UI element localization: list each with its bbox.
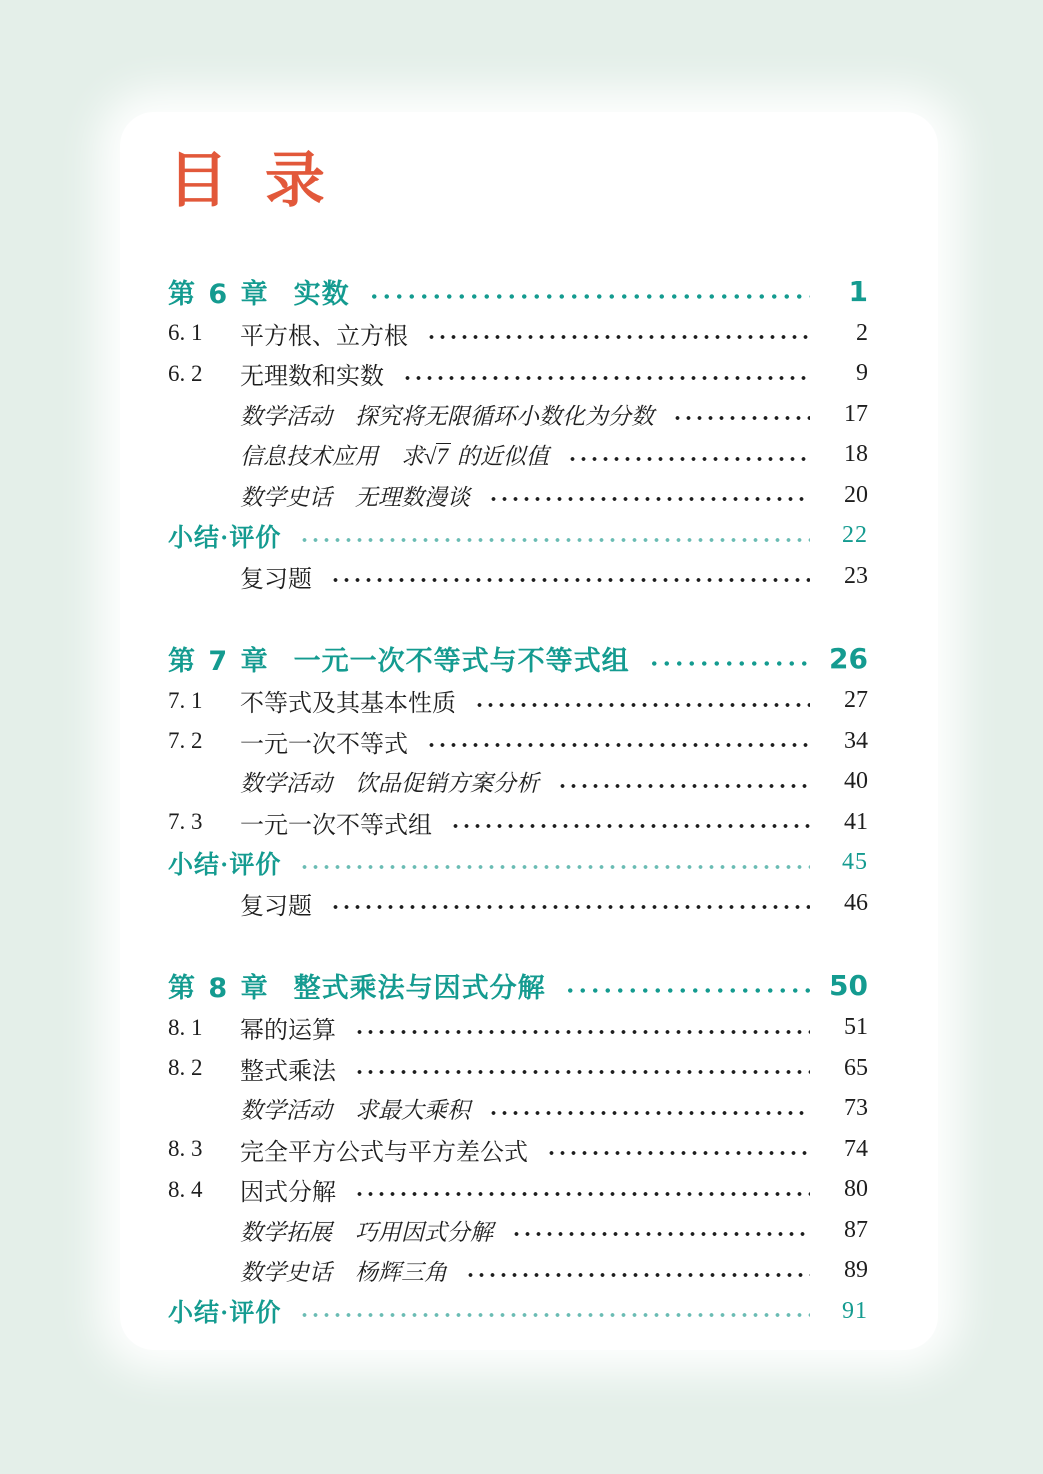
chapter-heading (168, 269, 868, 313)
section-number: 8. 1 (168, 1014, 203, 1040)
page-number: 23 (844, 562, 868, 589)
page-number: 9 (856, 360, 868, 387)
row-label: 复习题 (240, 566, 312, 593)
chapter-title: 一元一次不等式与不等式组 (293, 646, 630, 677)
toc-row (168, 435, 868, 476)
dot-leader (299, 1308, 810, 1322)
page-number: 89 (844, 1257, 868, 1284)
row-label: 平方根、立方根 (240, 323, 408, 350)
page-number: 18 (844, 441, 868, 468)
row-label: 数学活动 求最大乘积 (240, 1098, 470, 1124)
section-number: 6. 2 (168, 360, 203, 386)
section-number: 8. 3 (168, 1136, 203, 1162)
chapter-title: 整式乘法与因式分解 (293, 973, 546, 1004)
toc-row (168, 1089, 868, 1130)
page-number: 74 (844, 1135, 868, 1162)
row-label: 一元一次不等式组 (240, 812, 432, 839)
toc-row (168, 1008, 868, 1049)
chapter-heading (168, 637, 868, 681)
dot-leader (474, 698, 810, 712)
toc-row (168, 313, 868, 354)
radicand: 7 (436, 443, 452, 469)
dot-leader (299, 860, 810, 874)
toc-row (168, 1170, 868, 1211)
row-label: 完全平方公式与平方差公式 (240, 1139, 528, 1166)
row-label: 一元一次不等式 (240, 731, 408, 758)
toc-row (168, 1251, 868, 1292)
dot-leader (354, 1065, 810, 1079)
dot-leader (368, 289, 810, 303)
chapter-heading (168, 964, 868, 1008)
section-number: 6. 1 (168, 320, 203, 346)
dot-leader (557, 779, 810, 793)
row-label: 幂的运算 (240, 1018, 336, 1045)
dot-leader (546, 1146, 810, 1160)
dot-leader (511, 1227, 810, 1241)
dot-leader (354, 1187, 810, 1201)
section-number: 8. 4 (168, 1176, 203, 1202)
dot-leader (564, 984, 810, 998)
row-label: 数学拓展 巧用因式分解 (240, 1219, 493, 1245)
page-number: 50 (829, 969, 868, 1002)
table-of-contents (168, 269, 868, 1332)
section-number: 7. 2 (168, 728, 203, 754)
dot-leader (402, 371, 810, 385)
row-label: 复习题 (240, 893, 312, 920)
row-label: 小结·评价 (168, 1300, 282, 1328)
toc-row (168, 762, 868, 803)
row-label-text: 信息技术应用 求 (240, 444, 424, 470)
section-number: 7. 3 (168, 809, 203, 835)
page-number: 1 (848, 274, 868, 308)
row-label: 整式乘法 (240, 1058, 336, 1085)
dot-leader (330, 900, 810, 914)
toc-row (168, 802, 868, 843)
dot-leader (488, 1106, 810, 1120)
page-number: 87 (844, 1216, 868, 1243)
dot-leader (330, 573, 810, 587)
dot-leader (426, 738, 810, 752)
chapter-title: 实数 (293, 278, 350, 310)
page-number: 41 (844, 808, 868, 835)
toc-row (168, 354, 868, 395)
row-label-text: 的近似值 (451, 444, 549, 470)
dot-leader (299, 533, 810, 547)
page-number: 91 (842, 1297, 868, 1324)
dot-leader (648, 657, 810, 671)
page-number: 40 (844, 768, 868, 795)
section-number: 8. 2 (168, 1055, 203, 1081)
row-label: 数学史话 无理数漫谈 (240, 484, 470, 510)
page-number: 80 (844, 1176, 868, 1203)
dot-leader (354, 1025, 810, 1039)
row-label: 因式分解 (240, 1180, 336, 1207)
chapter-label: 第 7 章 (168, 646, 270, 677)
page-number: 22 (842, 522, 868, 549)
toc-row (168, 1129, 868, 1170)
dot-leader (672, 411, 810, 425)
row-label: 数学活动 探究将无限循环小数化为分数 (240, 403, 654, 429)
toc-row (168, 394, 868, 435)
radical-sign: √ (424, 444, 437, 470)
page-number: 26 (829, 642, 868, 675)
dot-leader (450, 819, 810, 833)
toc-row (168, 843, 868, 884)
toc-row (168, 556, 868, 597)
row-label: 小结·评价 (168, 524, 282, 552)
toc-row (168, 1048, 868, 1089)
toc-row (168, 475, 868, 516)
dot-leader (426, 330, 810, 344)
page-number: 2 (856, 319, 868, 346)
toc-row (168, 883, 868, 924)
dot-leader (465, 1268, 810, 1282)
toc-row (168, 1210, 868, 1251)
row-label: 数学活动 饮品促销方案分析 (240, 771, 539, 797)
page-number: 17 (844, 400, 868, 427)
row-label: 数学史话 杨辉三角 (240, 1260, 447, 1286)
page-number: 65 (844, 1054, 868, 1081)
page-number: 45 (842, 849, 868, 876)
page-number: 34 (844, 727, 868, 754)
section-number: 7. 1 (168, 687, 203, 713)
page-number: 46 (844, 889, 868, 916)
page-number: 51 (844, 1014, 868, 1041)
row-label: 不等式及其基本性质 (240, 691, 456, 718)
chapter-label: 第 8 章 (168, 973, 270, 1004)
dot-leader (567, 452, 810, 466)
chapter-group (168, 269, 868, 597)
toc-row (168, 516, 868, 557)
sqrt-expression (424, 444, 451, 469)
row-label: 小结·评价 (168, 851, 282, 879)
toc-row (168, 1291, 868, 1332)
chapter-label: 第 6 章 (168, 278, 270, 310)
row-label (240, 438, 549, 471)
toc-row (168, 681, 868, 722)
toc-row (168, 721, 868, 762)
dot-leader (488, 492, 810, 506)
page-number: 20 (844, 481, 868, 508)
page-number: 73 (844, 1095, 868, 1122)
chapter-group (168, 964, 868, 1332)
row-label: 无理数和实数 (240, 364, 384, 391)
page-number: 27 (844, 687, 868, 714)
content-card (120, 112, 938, 1350)
chapter-group (168, 637, 868, 924)
page-title: 目 录 (168, 146, 333, 216)
